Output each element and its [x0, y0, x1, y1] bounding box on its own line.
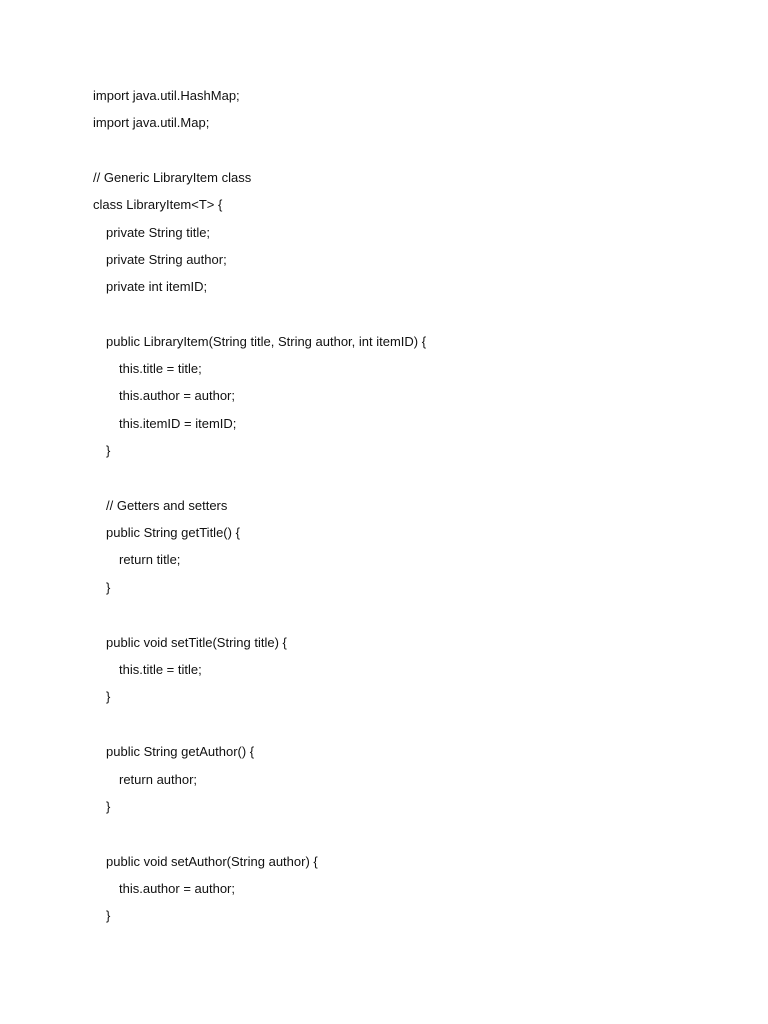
code-line: import java.util.Map;	[93, 115, 210, 130]
code-line: public String getAuthor() {	[106, 744, 255, 759]
code-line: return title;	[119, 552, 181, 567]
code-line: this.title = title;	[119, 361, 202, 376]
code-comment: // Getters and setters	[106, 498, 228, 513]
code-line: }	[106, 799, 111, 814]
code-line: private int itemID;	[106, 279, 208, 294]
code-line: class LibraryItem<T> {	[93, 197, 223, 212]
code-line: }	[106, 908, 111, 923]
code-line: this.itemID = itemID;	[119, 416, 237, 431]
code-line: return author;	[119, 772, 198, 787]
code-line: private String title;	[106, 225, 211, 240]
code-line: public String getTitle() {	[106, 525, 240, 540]
code-line: }	[106, 580, 111, 595]
code-line: this.title = title;	[119, 662, 202, 677]
code-line: import java.util.HashMap;	[93, 88, 240, 103]
code-line: public LibraryItem(String title, String author, int itemID) {	[106, 334, 427, 349]
code-line: }	[106, 443, 111, 458]
code-line: public void setTitle(String title) {	[106, 635, 287, 650]
code-line: }	[106, 689, 111, 704]
code-line: public void setAuthor(String author) {	[106, 854, 318, 869]
code-line: this.author = author;	[119, 388, 235, 403]
code-comment: // Generic LibraryItem class	[93, 170, 252, 185]
code-line: this.author = author;	[119, 881, 235, 896]
code-line: private String author;	[106, 252, 227, 267]
